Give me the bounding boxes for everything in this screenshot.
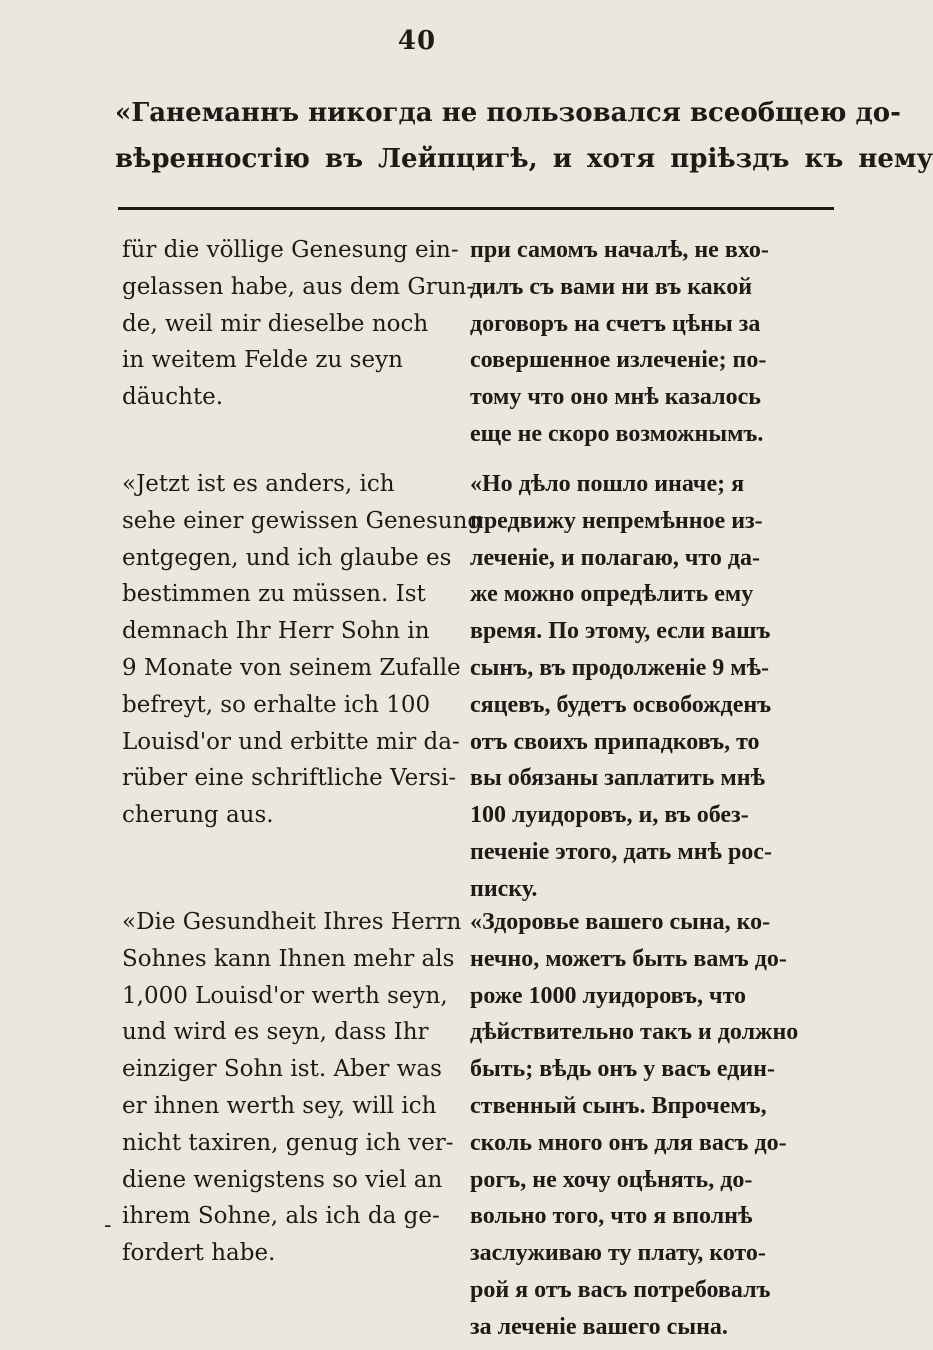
text-line: рой я отъ васъ потребовалъ xyxy=(470,1276,771,1303)
text-line: cherung aus. xyxy=(122,802,274,829)
text-line: nicht taxiren, genug ich ver- xyxy=(122,1129,454,1156)
text-line: же можно опредѣлить ему xyxy=(470,581,754,608)
text-line: rüber eine schriftliche Versi- xyxy=(122,765,457,792)
text-line: er ihnen werth sey, will ich xyxy=(122,1092,437,1119)
text-line: däuchte. xyxy=(122,384,224,411)
text-line: sehe einer gewissen Genesung xyxy=(122,507,483,534)
text-line: быть; вѣдь онъ у васъ един- xyxy=(470,1056,775,1083)
text-line: при самомъ началѣ, не вхо- xyxy=(470,237,769,263)
text-line: ственный сынъ. Впрочемъ, xyxy=(470,1092,767,1119)
text-line: время. По этому, если вашъ xyxy=(470,618,771,645)
margin-mark: - xyxy=(104,1213,112,1238)
text-line: befreyt, so erhalte ich 100 xyxy=(122,691,431,718)
text-line: сколь много онъ для васъ до- xyxy=(470,1129,787,1156)
text-line: дѣйствительно такъ и должно xyxy=(470,1019,799,1046)
text-line: und wird es seyn, dass Ihr xyxy=(122,1019,429,1046)
text-line: отъ своихъ припадковъ, то xyxy=(470,728,760,755)
text-line: предвижу непремѣнное из- xyxy=(470,507,763,534)
text-line: 1,000 Louisd'or werth seyn, xyxy=(122,982,448,1009)
text-line: diene wenigstens so viel an xyxy=(122,1166,443,1193)
page-number: 40 xyxy=(397,26,437,56)
text-line: тому что оно мнѣ казалось xyxy=(470,384,761,411)
text-line: заслуживаю ту плату, кото- xyxy=(470,1240,766,1267)
text-line: entgegen, und ich glaube es xyxy=(122,544,452,571)
text-line: ihrem Sohne, als ich da ge- xyxy=(122,1203,440,1230)
text-line: Louisd'or und erbitte mir da- xyxy=(122,728,460,755)
russian-paragraph-2 xyxy=(470,466,832,908)
text-line: писку. xyxy=(470,875,538,902)
text-line: in weitem Felde zu seyn xyxy=(122,347,403,374)
text-line: 100 луидоровъ, и, въ обез- xyxy=(470,802,749,829)
text-line: договоръ на счетъ цѣны за xyxy=(470,310,761,337)
text-line: сынъ, въ продолженіе 9 мѣ- xyxy=(470,654,769,681)
text-line: für die völlige Genesung ein- xyxy=(122,237,459,263)
text-line: 9 Monate von seinem Zufalle xyxy=(122,654,461,681)
text-line: за леченіе вашего сына. xyxy=(470,1313,728,1340)
german-paragraph-3 xyxy=(122,904,467,1272)
text-line: Sohnes kann Ihnen mehr als xyxy=(122,945,455,972)
text-line: вольно того, что я вполнѣ xyxy=(470,1203,753,1230)
header-paragraph xyxy=(115,90,933,182)
header-line: вѣренностію въ Лейпцигѣ, и хотя пріѣздъ къ нему xyxy=(115,144,933,174)
text-line: de, weil mir dieselbe noch xyxy=(122,310,429,337)
text-line: печеніе этого, дать мнѣ рос- xyxy=(470,838,772,865)
section-divider xyxy=(118,207,834,210)
text-line: fordert habe. xyxy=(122,1240,276,1267)
text-line: еще не скоро возможнымъ. xyxy=(470,420,764,447)
text-line: рогъ, не хочу оцѣнять, до- xyxy=(470,1166,753,1193)
text-line: сяцевъ, будетъ освобожденъ xyxy=(470,691,772,718)
russian-paragraph-1 xyxy=(470,232,832,453)
text-line: совершенное излеченіе; по- xyxy=(470,347,767,374)
russian-paragraph-3 xyxy=(470,904,832,1346)
text-line: demnach Ihr Herr Sohn in xyxy=(122,618,430,645)
german-paragraph-1 xyxy=(122,232,475,416)
text-line: «Но дѣло пошло иначе; я xyxy=(470,471,745,497)
text-line: роже 1000 луидоровъ, что xyxy=(470,982,747,1009)
header-line: «Ганеманнъ никогда не пользовался всеобщею до- xyxy=(115,98,901,128)
text-line: нечно, можетъ быть вамъ до- xyxy=(470,945,787,972)
text-line: дилъ съ вами ни въ какой xyxy=(470,273,753,300)
text-line: вы обязаны заплатить мнѣ xyxy=(470,765,765,792)
text-line: леченіе, и полагаю, что да- xyxy=(470,544,761,571)
text-line: gelassen habe, aus dem Grun- xyxy=(122,273,475,300)
text-line: einziger Sohn ist. Aber was xyxy=(122,1056,442,1083)
text-line: bestimmen zu müssen. Ist xyxy=(122,581,426,608)
text-line: «Die Gesundheit Ihres Herrn xyxy=(122,909,462,935)
text-line: «Здоровье вашего сына, ко- xyxy=(470,909,771,935)
text-line: «Jetzt ist es anders, ich xyxy=(122,471,395,497)
german-paragraph-2 xyxy=(122,466,483,834)
